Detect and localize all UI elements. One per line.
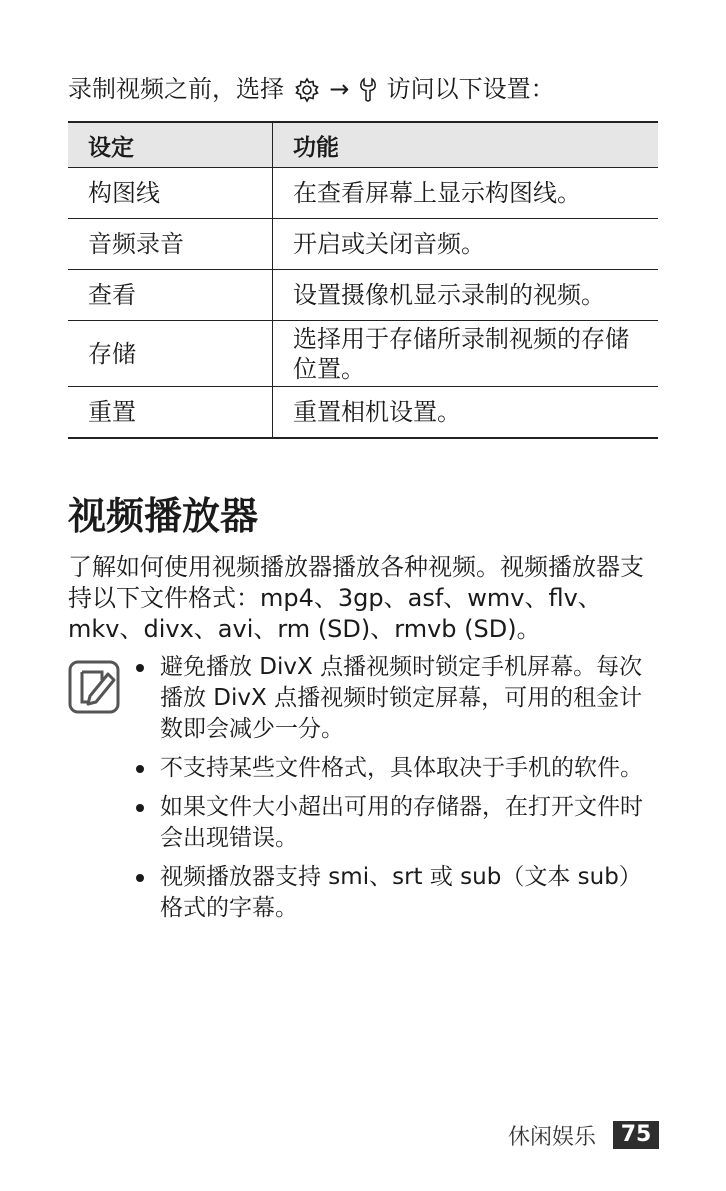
- bullet-icon: [136, 664, 144, 672]
- bullet-icon: [136, 804, 144, 812]
- table-row: [68, 168, 658, 219]
- page-number-badge: 75: [613, 1121, 659, 1149]
- bullet-icon: [136, 765, 144, 773]
- setting-function: 设置摄像机显示录制的视频。: [273, 270, 659, 321]
- setting-function: 在查看屏幕上显示构图线。: [273, 168, 659, 219]
- setting-function: 开启或关闭音频。: [273, 219, 659, 270]
- notes-list: [134, 652, 664, 932]
- section-paragraph: 了解如何使用视频播放器播放各种视频。视频播放器支持以下文件格式：mp4、3gp、asf、wmv、flv、mkv、divx、avi、rm (SD)、rmvb (SD)。: [68, 553, 644, 643]
- list-item: [134, 652, 664, 745]
- bullet-icon: [136, 874, 144, 882]
- setting-name: 重置: [68, 387, 273, 439]
- gear-icon: [294, 77, 320, 103]
- settings-table: [68, 121, 658, 439]
- note-text: 如果文件大小超出可用的存储器，在打开文件时会出现错误。: [160, 794, 643, 851]
- setting-name: 查看: [68, 270, 273, 321]
- section-title: 视频播放器: [68, 494, 259, 538]
- table-header-row: [68, 122, 658, 168]
- list-item: [134, 753, 664, 784]
- intro-text-after: 访问以下设置：: [386, 75, 555, 103]
- column-header-setting: 设定: [68, 122, 273, 168]
- note-text: 视频播放器支持 smi、srt 或 sub（文本 sub）格式的字幕。: [160, 864, 642, 921]
- table-row: [68, 321, 658, 387]
- list-item: [134, 862, 664, 924]
- setting-function: 重置相机设置。: [273, 387, 659, 439]
- column-header-function: 功能: [273, 122, 659, 168]
- table-row: [68, 219, 658, 270]
- footer-section-label: 休闲娱乐: [508, 1125, 597, 1150]
- note-text: 不支持某些文件格式，具体取决于手机的软件。: [160, 755, 643, 781]
- setting-name: 构图线: [68, 168, 273, 219]
- setting-name: 存储: [68, 321, 273, 387]
- table-row: [68, 270, 658, 321]
- setting-name: 音频录音: [68, 219, 273, 270]
- setting-function: 选择用于存储所录制视频的存储位置。: [273, 321, 659, 387]
- arrow-glyph: →: [329, 75, 350, 103]
- intro-text-before: 录制视频之前，选择: [68, 75, 284, 103]
- note-text: 避免播放 DivX 点播视频时锁定手机屏幕。每次播放 DivX 点播视频时锁定屏幕，可用的租金计数即会减少一分。: [160, 654, 643, 742]
- list-item: [134, 792, 664, 854]
- table-row: [68, 387, 658, 439]
- wrench-icon: [359, 77, 377, 103]
- intro-instruction: [68, 72, 668, 106]
- note-pencil-icon: [68, 660, 120, 714]
